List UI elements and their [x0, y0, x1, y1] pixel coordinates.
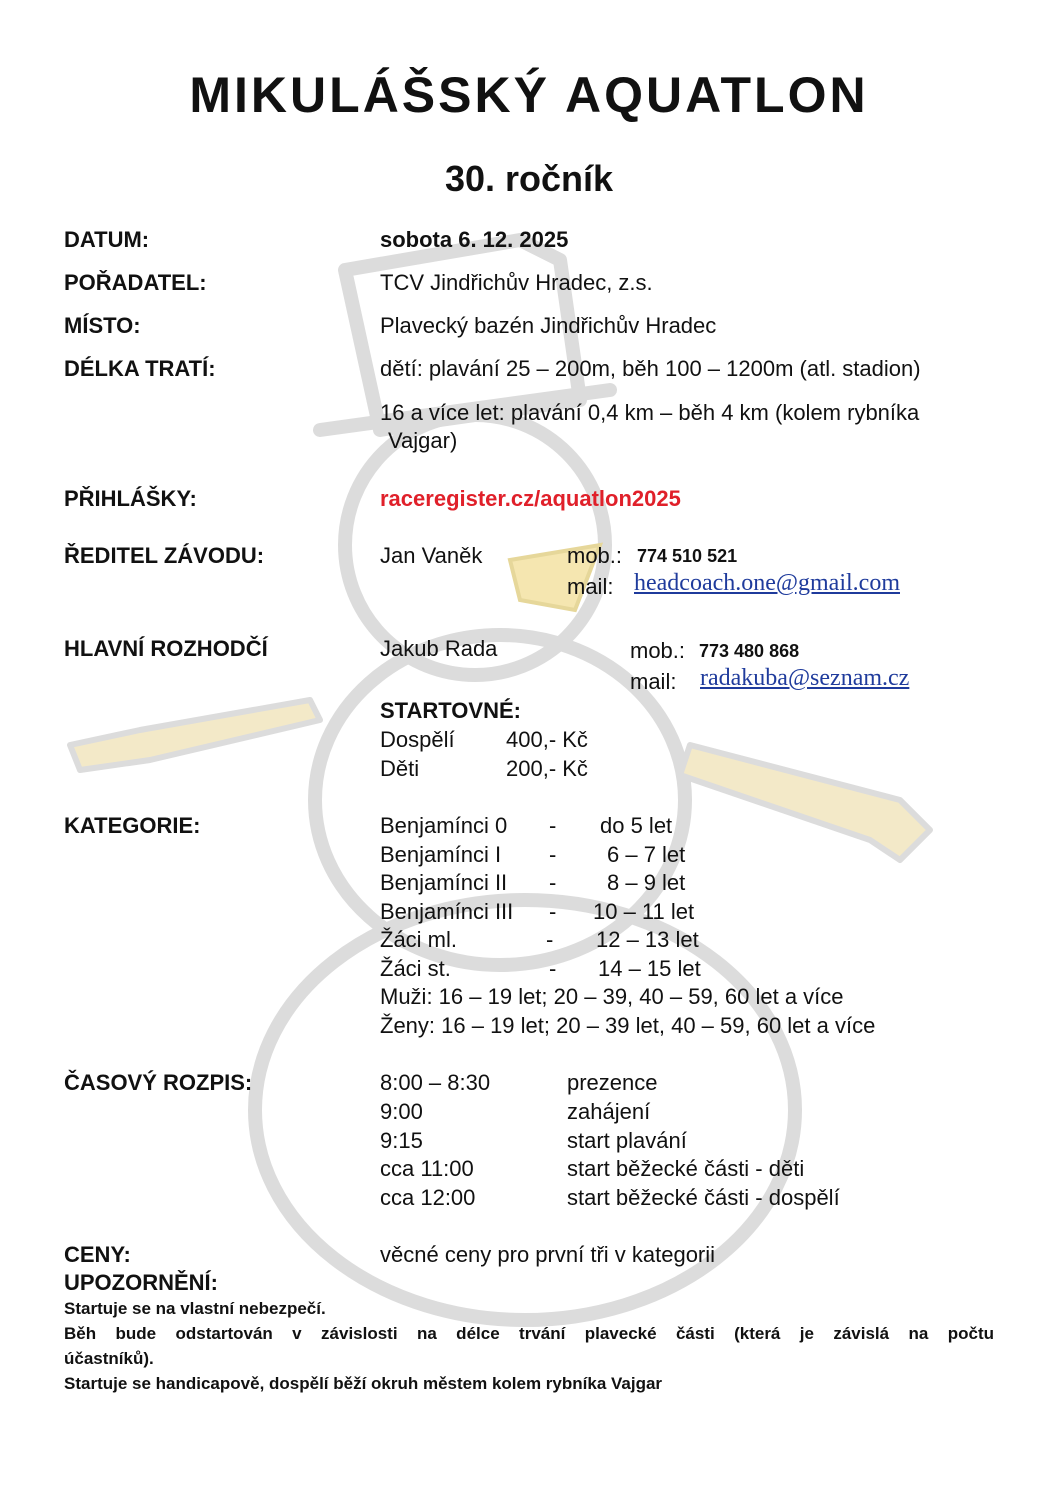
page-title: MIKULÁŠSKÝ AQUATLON	[189, 67, 869, 123]
categories-label: KATEGORIE:	[64, 813, 201, 838]
race-director-label: ŘEDITEL ZÁVODU:	[64, 543, 265, 568]
notice-line: účastníků).	[64, 1349, 154, 1368]
category-dash: -	[546, 927, 554, 952]
prizes-value: věcné ceny pro první tři v kategorii	[380, 1242, 716, 1267]
race-director-phone: 774 510 521	[637, 546, 738, 566]
schedule-time: cca 12:00	[380, 1185, 476, 1210]
date-value: sobota 6. 12. 2025	[380, 227, 569, 252]
schedule-time: 8:00 – 8:30	[380, 1070, 491, 1095]
category-name: Benjamínci III	[380, 899, 514, 924]
venue-label: MÍSTO:	[64, 313, 141, 338]
notice-line: Běh bude odstartován v závislosti na délce trvání plavecké části (která je závislá na počtu	[64, 1324, 994, 1343]
entry-fee-children-price: 200,- Kč	[506, 756, 588, 781]
entry-fee-adults-label: Dospělí	[380, 727, 455, 752]
schedule-event: start běžecké části - dospělí	[567, 1185, 840, 1210]
right-arm-branch	[680, 745, 930, 860]
category-dash: -	[549, 870, 557, 895]
edition-subtitle: 30. ročník	[444, 158, 614, 199]
category-age: 6 – 7 let	[607, 842, 686, 867]
schedule-time: cca 11:00	[380, 1156, 474, 1181]
organizer-value: TCV Jindřichův Hradec, z.s.	[380, 270, 653, 295]
schedule-event: start běžecké části - děti	[567, 1156, 805, 1181]
prizes-label: CENY:	[64, 1242, 131, 1267]
entry-fee-heading: STARTOVNÉ:	[380, 698, 521, 723]
entry-fee-children-label: Děti	[380, 756, 420, 781]
race-director-email-link[interactable]: headcoach.one@gmail.com	[634, 570, 900, 596]
chief-referee-phone: 773 480 868	[699, 641, 800, 661]
category-age: 12 – 13 let	[596, 927, 699, 952]
race-director-mob-label: mob.:	[567, 543, 623, 568]
category-name: Benjamínci II	[380, 870, 508, 895]
category-name: Benjamínci 0	[380, 813, 508, 838]
left-arm-branch	[70, 700, 320, 770]
registration-label: PŘIHLÁŠKY:	[64, 486, 197, 511]
schedule-event: start plavání	[567, 1128, 687, 1153]
venue-value: Plavecký bazén Jindřichův Hradec	[380, 313, 717, 338]
schedule-event: zahájení	[567, 1099, 651, 1124]
notice-line: Startuje se handicapově, dospělí běží okruh městem kolem rybníka Vajgar	[64, 1374, 663, 1393]
course-length-children: dětí: plavání 25 – 200m, běh 100 – 1200m (atl. stadion)	[380, 356, 921, 381]
category-dash: -	[549, 899, 557, 924]
category-women: Ženy: 16 – 19 let; 20 – 39 let, 40 – 59, 60 let a více	[380, 1013, 876, 1038]
category-dash: -	[549, 956, 557, 981]
category-dash: -	[549, 813, 557, 838]
course-length-adults: 16 a více let: plavání 0,4 km – běh 4 km (kolem rybníka	[380, 400, 920, 425]
chief-referee-name: Jakub Rada	[380, 636, 498, 661]
category-age: do 5 let	[600, 813, 673, 838]
registration-link[interactable]: raceregister.cz/aquatlon2025	[380, 486, 681, 511]
course-length-label: DÉLKA TRATÍ:	[64, 356, 216, 381]
category-name: Žáci ml.	[380, 927, 457, 952]
category-name: Benjamínci I	[380, 842, 502, 867]
notice-label: UPOZORNĚNÍ:	[64, 1270, 218, 1295]
organizer-label: POŘADATEL:	[64, 270, 207, 295]
category-name: Žáci st.	[380, 956, 451, 981]
course-length-adults-cont: Vajgar)	[388, 428, 458, 453]
category-men: Muži: 16 – 19 let; 20 – 39, 40 – 59, 60 let a více	[380, 984, 844, 1009]
schedule-event: prezence	[567, 1070, 658, 1095]
category-age: 10 – 11 let	[593, 899, 695, 924]
notice-line: Startuje se na vlastní nebezpečí.	[64, 1299, 326, 1318]
entry-fee-adults-price: 400,- Kč	[506, 727, 588, 752]
category-age: 8 – 9 let	[607, 870, 686, 895]
category-age: 14 – 15 let	[598, 956, 701, 981]
schedule-time: 9:00	[380, 1099, 423, 1124]
chief-referee-mob-label: mob.:	[630, 638, 686, 663]
date-label: DATUM:	[64, 227, 150, 252]
schedule-label: ČASOVÝ ROZPIS:	[64, 1070, 253, 1095]
chief-referee-email-link[interactable]: radakuba@seznam.cz	[700, 665, 910, 691]
schedule-time: 9:15	[380, 1128, 423, 1153]
race-director-mail-label: mail:	[567, 574, 614, 599]
chief-referee-label: HLAVNÍ ROZHODČÍ	[64, 636, 268, 661]
chief-referee-mail-label: mail:	[630, 669, 677, 694]
category-dash: -	[549, 842, 557, 867]
race-director-name: Jan Vaněk	[380, 543, 483, 568]
